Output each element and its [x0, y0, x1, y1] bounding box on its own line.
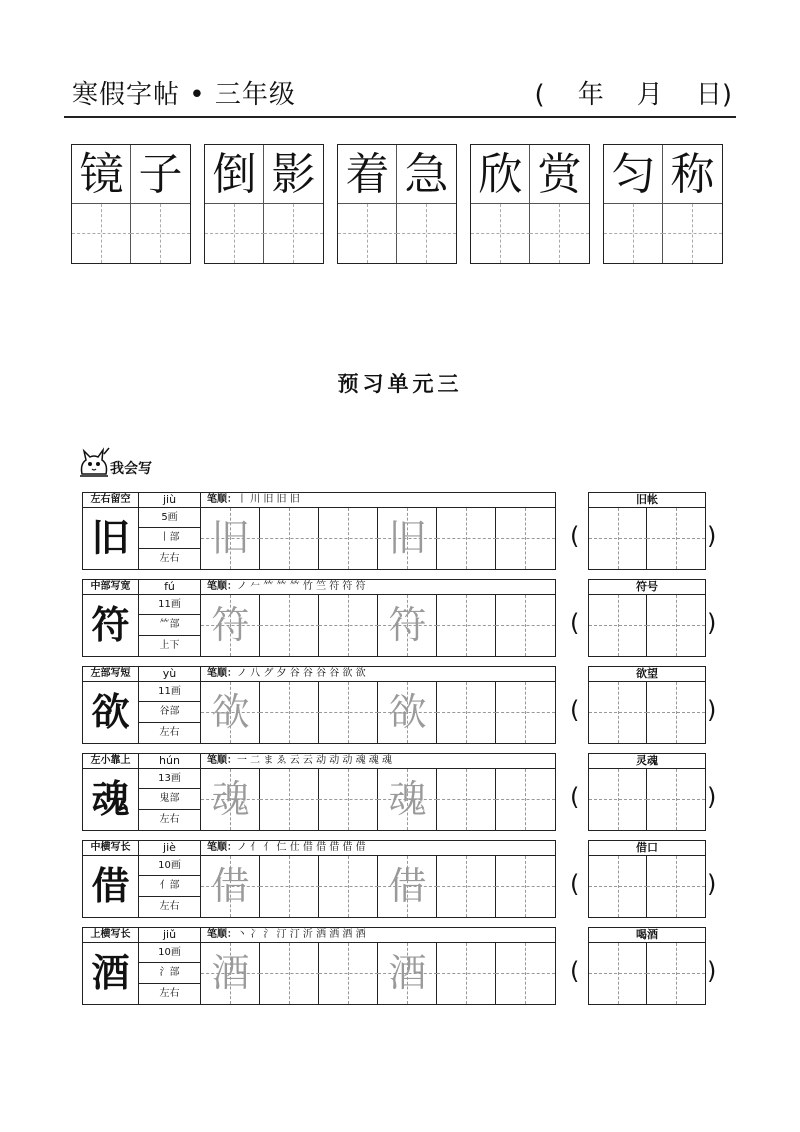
write-cell[interactable]: [647, 856, 705, 917]
trace-char: 借: [388, 864, 427, 908]
paren-left: (: [570, 870, 580, 898]
stroke-order: [207, 754, 392, 768]
word-box: [337, 144, 457, 264]
structure: 左右: [159, 813, 180, 825]
structure: 左右: [159, 900, 180, 912]
vocabulary-boxes: [71, 144, 723, 264]
write-cell[interactable]: [647, 508, 705, 569]
stroke-order: [207, 667, 366, 681]
practice-cell[interactable]: [378, 682, 437, 743]
guide-line: [260, 973, 319, 974]
word-header: 灵魂: [588, 753, 706, 769]
word-char: 赏: [537, 149, 582, 200]
guide-line: [496, 973, 555, 974]
cat-icon: [76, 446, 112, 478]
guide-line: [496, 712, 555, 713]
row-header: [82, 492, 556, 508]
model-char: 魂: [83, 769, 139, 830]
write-cell[interactable]: [647, 682, 705, 743]
word-char: 影: [271, 149, 316, 200]
stroke-order-label: 笔顺：: [207, 494, 237, 505]
word-write-area: [588, 856, 706, 918]
guide-line: [72, 233, 131, 234]
stroke-order: [207, 493, 300, 507]
char-meta: [139, 595, 201, 656]
write-cell[interactable]: [647, 769, 705, 830]
radical: ⺮部: [139, 615, 200, 635]
stroke-order-label: 笔顺：: [207, 842, 237, 853]
word-header: 符号: [588, 579, 706, 595]
radical: 谷部: [139, 702, 200, 722]
practice-cell[interactable]: [437, 943, 496, 1004]
practice-cell[interactable]: [496, 595, 555, 656]
trace-char: 欲: [211, 690, 250, 734]
writing-tip: 中部写宽: [83, 580, 139, 594]
paren-right: ): [707, 609, 717, 637]
row-header: [82, 579, 556, 595]
write-cell[interactable]: [647, 595, 705, 656]
row-body: [82, 508, 556, 570]
guide-line: [338, 233, 397, 234]
word-header: 欲望: [588, 666, 706, 682]
stroke-order: [207, 841, 366, 855]
practice-cell[interactable]: [201, 769, 260, 830]
stroke-count: 10画: [139, 856, 200, 876]
write-cell[interactable]: [589, 943, 647, 1004]
practice-cell[interactable]: [260, 769, 319, 830]
practice-cell[interactable]: [378, 508, 437, 569]
paren-left: (: [570, 783, 580, 811]
word-box: [470, 144, 590, 264]
practice-cell[interactable]: [201, 943, 260, 1004]
write-label-text: 我会写: [110, 461, 152, 477]
practice-cell[interactable]: [437, 769, 496, 830]
trace-char: 符: [388, 603, 427, 647]
practice-cell[interactable]: [496, 682, 555, 743]
guide-line: [260, 886, 319, 887]
pinyin: jiǔ: [139, 928, 201, 942]
word-header: 旧帐: [588, 492, 706, 508]
word-write-area: [588, 682, 706, 744]
stroke-order-text: ノ 𠂉 𥫗 𥫗 𥫗 竹 竺 符 符 符: [237, 581, 366, 592]
practice-cell[interactable]: [437, 682, 496, 743]
model-char: 符: [83, 595, 139, 656]
word-write-area: [588, 508, 706, 570]
write-cell[interactable]: [589, 595, 647, 656]
pinyin: hún: [139, 754, 201, 768]
guide-line: [496, 799, 555, 800]
guide-line: [319, 973, 378, 974]
practice-cell[interactable]: [496, 508, 555, 569]
guide-line: [496, 886, 555, 887]
guide-line: [589, 625, 647, 626]
grid-cell[interactable]: [131, 204, 190, 263]
char-meta: [139, 769, 201, 830]
writing-tip: 上横写长: [83, 928, 139, 942]
guide-line: [319, 538, 378, 539]
guide-line: [663, 233, 722, 234]
stroke-order: [207, 580, 366, 594]
practice-cell[interactable]: [496, 856, 555, 917]
stroke-order-text: 丶 冫 氵 汀 汀 沂 洒 洒 酒 酒: [237, 929, 366, 940]
guide-line: [589, 799, 647, 800]
page-title: 寒假字帖 • 三年级: [72, 80, 296, 110]
guide-line: [319, 625, 378, 626]
row-body: [82, 595, 556, 657]
model-char: 借: [83, 856, 139, 917]
grid-cell[interactable]: [72, 204, 131, 263]
practice-cell[interactable]: [378, 769, 437, 830]
char-meta: [139, 856, 201, 917]
structure: 左右: [159, 987, 180, 999]
trace-char: 酒: [211, 951, 250, 995]
pinyin: fú: [139, 580, 201, 594]
char-meta: [139, 682, 201, 743]
practice-cell[interactable]: [201, 508, 260, 569]
stroke-order-text: ノ 八 グ 夕 谷 谷 谷 谷 欲 欲: [237, 668, 366, 679]
write-cell[interactable]: [647, 943, 705, 1004]
word-header: 喝酒: [588, 927, 706, 943]
word-write-area: [588, 769, 706, 831]
practice-cell[interactable]: [201, 682, 260, 743]
radical: 氵部: [139, 963, 200, 983]
row-header: [82, 927, 556, 943]
paren-left: (: [570, 696, 580, 724]
guide-line: [260, 538, 319, 539]
practice-cell[interactable]: [319, 943, 378, 1004]
writing-tip: 左部写短: [83, 667, 139, 681]
guide-line: [437, 712, 496, 713]
practice-cell[interactable]: [378, 856, 437, 917]
pinyin: yù: [139, 667, 201, 681]
guide-line: [260, 625, 319, 626]
paren-right: ): [707, 783, 717, 811]
practice-cell[interactable]: [437, 595, 496, 656]
pinyin: jiè: [139, 841, 201, 855]
word-box: [603, 144, 723, 264]
row-header: [82, 840, 556, 856]
guide-line: [589, 538, 647, 539]
trace-char: 欲: [388, 690, 427, 734]
guide-line: [647, 625, 705, 626]
row-header: [82, 666, 556, 682]
practice-cell[interactable]: [260, 508, 319, 569]
practice-cell[interactable]: [260, 595, 319, 656]
row-body: [82, 856, 556, 918]
guide-line: [496, 538, 555, 539]
paren-left: (: [570, 609, 580, 637]
paren-right: ): [707, 957, 717, 985]
practice-cell[interactable]: [201, 856, 260, 917]
guide-line: [397, 233, 456, 234]
guide-line: [589, 973, 647, 974]
structure: 左右: [159, 726, 180, 738]
word-char: 匀: [611, 149, 656, 200]
stroke-order-label: 笔顺：: [207, 929, 237, 940]
grid-cell[interactable]: [397, 204, 456, 263]
word-char: 倒: [212, 149, 257, 200]
practice-cell[interactable]: [378, 595, 437, 656]
guide-line: [131, 233, 190, 234]
practice-cell[interactable]: [437, 508, 496, 569]
stroke-order-label: 笔顺：: [207, 581, 237, 592]
word-box: [204, 144, 324, 264]
word-char: 着: [345, 149, 390, 200]
model-char: 欲: [83, 682, 139, 743]
guide-line: [437, 625, 496, 626]
stroke-count: 11画: [139, 682, 200, 702]
radical: 亻部: [139, 876, 200, 896]
grid-cell[interactable]: [530, 204, 589, 263]
practice-cell[interactable]: [496, 769, 555, 830]
word-char: 欣: [478, 149, 523, 200]
guide-line: [319, 799, 378, 800]
guide-line: [437, 886, 496, 887]
write-cell[interactable]: [589, 508, 647, 569]
trace-char: 旧: [388, 516, 427, 560]
guide-line: [496, 625, 555, 626]
guide-line: [471, 233, 530, 234]
stroke-order-text: ノ 亻 亻 仁 仕 借 借 借 借 借: [237, 842, 366, 853]
word-char: 急: [404, 149, 449, 200]
guide-line: [647, 886, 705, 887]
guide-line: [260, 799, 319, 800]
word-write-area: [588, 595, 706, 657]
char-meta: [139, 508, 201, 569]
row-body: [82, 682, 556, 744]
stroke-count: 13画: [139, 769, 200, 789]
char-meta: [139, 943, 201, 1004]
stroke-order-label: 笔顺：: [207, 755, 237, 766]
word-char: 子: [138, 149, 183, 200]
stroke-count: 10画: [139, 943, 200, 963]
guide-line: [604, 233, 663, 234]
trace-char: 魂: [388, 777, 427, 821]
practice-cell[interactable]: [378, 943, 437, 1004]
guide-line: [589, 712, 647, 713]
guide-line: [205, 233, 264, 234]
word-box: [71, 144, 191, 264]
practice-cell[interactable]: [437, 856, 496, 917]
practice-cell[interactable]: [319, 595, 378, 656]
write-label: [76, 446, 196, 480]
word-write-area: [588, 943, 706, 1005]
trace-char: 魂: [211, 777, 250, 821]
grid-cell[interactable]: [604, 204, 663, 263]
write-cell[interactable]: [589, 682, 647, 743]
guide-line: [437, 799, 496, 800]
stroke-count: 11画: [139, 595, 200, 615]
row-header: [82, 753, 556, 769]
stroke-order-text: 丨 川 旧 旧 旧: [237, 494, 300, 505]
radical: 鬼部: [139, 789, 200, 809]
date-field: ( 年 月 日): [534, 80, 732, 110]
guide-line: [260, 712, 319, 713]
practice-cell[interactable]: [319, 682, 378, 743]
guide-line: [647, 538, 705, 539]
practice-cell[interactable]: [260, 943, 319, 1004]
writing-tip: 左小靠上: [83, 754, 139, 768]
paren-left: (: [570, 957, 580, 985]
word-char: 称: [670, 149, 715, 200]
section-title: 预习单元三: [337, 371, 463, 396]
grid-cell[interactable]: [338, 204, 397, 263]
trace-char: 借: [211, 864, 250, 908]
guide-line: [647, 799, 705, 800]
practice-cell[interactable]: [319, 769, 378, 830]
grid-cell[interactable]: [264, 204, 323, 263]
stroke-count: 5画: [139, 508, 200, 528]
practice-cell[interactable]: [201, 595, 260, 656]
structure: 上下: [159, 639, 180, 651]
guide-line: [264, 233, 323, 234]
guide-line: [437, 973, 496, 974]
trace-char: 符: [211, 603, 250, 647]
write-cell[interactable]: [589, 769, 647, 830]
pinyin: jiù: [139, 493, 201, 507]
structure: 左右: [159, 552, 180, 564]
header-divider: [64, 116, 736, 118]
paren-left: (: [570, 522, 580, 550]
paren-right: ): [707, 696, 717, 724]
practice-cell[interactable]: [496, 943, 555, 1004]
practice-row: [82, 927, 734, 1037]
word-char: 镜: [79, 149, 124, 200]
guide-line: [319, 712, 378, 713]
stroke-order-text: 一 二 ま ゑ 云 云 动 动 动 魂 魂 魂: [237, 755, 392, 766]
write-cell[interactable]: [589, 856, 647, 917]
practice-cell[interactable]: [260, 682, 319, 743]
model-char: 旧: [83, 508, 139, 569]
guide-line: [647, 712, 705, 713]
grid-cell[interactable]: [471, 204, 530, 263]
guide-line: [437, 538, 496, 539]
grid-cell[interactable]: [205, 204, 264, 263]
stroke-order: [207, 928, 366, 942]
stroke-order-label: 笔顺：: [207, 668, 237, 679]
practice-cell[interactable]: [319, 508, 378, 569]
practice-cell[interactable]: [260, 856, 319, 917]
paren-right: ): [707, 870, 717, 898]
guide-line: [530, 233, 589, 234]
practice-cell[interactable]: [319, 856, 378, 917]
writing-tip: 中横写长: [83, 841, 139, 855]
writing-tip: 左右留空: [83, 493, 139, 507]
trace-char: 旧: [211, 516, 250, 560]
row-body: [82, 769, 556, 831]
guide-line: [589, 886, 647, 887]
guide-line: [319, 886, 378, 887]
model-char: 酒: [83, 943, 139, 1004]
paren-right: ): [707, 522, 717, 550]
row-body: [82, 943, 556, 1005]
guide-line: [647, 973, 705, 974]
grid-cell[interactable]: [663, 204, 722, 263]
word-header: 借口: [588, 840, 706, 856]
radical: 丨部: [139, 528, 200, 548]
trace-char: 酒: [388, 951, 427, 995]
